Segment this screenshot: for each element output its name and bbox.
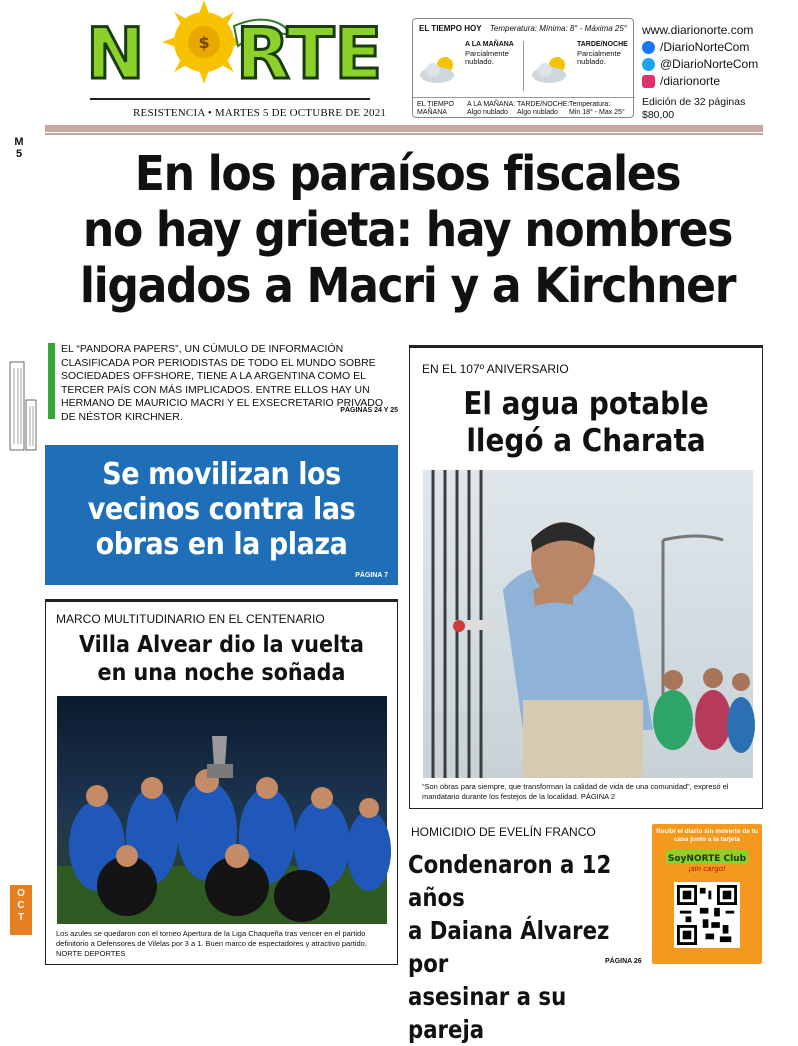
facebook-icon	[642, 41, 655, 54]
edition-info	[642, 96, 745, 122]
charata-headline-line1: El agua potable	[463, 386, 709, 422]
main-headline-line1: En los paraísos fiscales	[134, 146, 681, 202]
weather-tomorrow-night	[517, 101, 569, 116]
homicide-headline-line2: a Daiana Álvarez por	[408, 916, 610, 978]
weather-tomorrow-temp	[569, 101, 625, 116]
postal-stamp	[8, 360, 38, 452]
villa-alvear-headline-line2: en una noche soñada	[97, 660, 346, 686]
qr-code-graphic	[677, 885, 737, 945]
instagram-handle[interactable]: /diarionorte	[660, 74, 721, 88]
homicide-headline[interactable]	[408, 848, 612, 1046]
villa-alvear-headline-line1: Villa Alvear dio la vuelta	[79, 632, 364, 658]
villa-alvear-headline	[64, 631, 380, 687]
promo-club: SoyNORTE Club	[667, 854, 747, 864]
promo-text: Recibí el diario sin moverte de tu casa junto a la tarjeta	[656, 828, 758, 843]
edition-code-number: 5	[15, 148, 23, 160]
weather-title: EL TIEMPO HOY	[419, 24, 482, 33]
twitter-handle[interactable]: @DiarioNorteCom	[660, 57, 759, 71]
weather-tomorrow-night-desc: Algo nublado	[517, 108, 558, 116]
main-headline-line2: no hay grieta: hay nombres	[82, 202, 733, 258]
weather-tomorrow-temp-label: Temperatura:	[569, 101, 611, 108]
twitter-link[interactable]	[642, 56, 758, 73]
edition-pages: Edición de 32 páginas	[642, 96, 746, 108]
weather-tomorrow-row	[413, 97, 635, 117]
partly-cloudy-icon	[417, 55, 463, 85]
villa-alvear-caption: Los azules se quedaron con el torneo Apertura de la Liga Chaqueña tras vencer en el partido definitorio a Defensores de Vilelas por 3 a 1. Buen marco de espectadores y atractivo partido. NORTE DEPORTES	[56, 929, 367, 958]
edition-price: $80,00	[642, 109, 675, 121]
charata-headline	[428, 386, 745, 460]
facebook-handle[interactable]: /DiarioNorteCom	[660, 40, 750, 54]
homicide-page: PÁGINA 26	[605, 958, 642, 965]
soynorte-club-logo	[666, 850, 748, 872]
weather-afternoon-desc: Parcialmente nublado.	[577, 49, 621, 67]
weather-morning	[413, 37, 521, 97]
weather-temps: Temperatura: Mínima: 8° - Máxima 25°	[489, 24, 627, 33]
twitter-icon	[642, 58, 655, 71]
homicide-headline-line3: asesinar a su pareja	[408, 982, 567, 1044]
weather-morning-desc: Parcialmente nublado.	[465, 49, 509, 67]
instagram-link[interactable]	[642, 73, 758, 90]
website-link[interactable]	[642, 22, 758, 39]
charata-story[interactable]	[409, 345, 763, 809]
month-tab	[10, 885, 32, 935]
edition-code-letter: M	[14, 136, 24, 148]
weather-divider	[523, 41, 524, 91]
villa-alvear-kicker: MARCO MULTITUDINARIO EN EL CENTENARIO	[56, 612, 325, 626]
svg-text:N: N	[86, 13, 145, 95]
website-url[interactable]: www.diarionorte.com	[642, 23, 754, 37]
month-letter-2: C	[17, 900, 25, 911]
lead-summary[interactable]	[48, 343, 398, 423]
charata-caption: “Son obras para siempre, que transforman la calidad de vida de una comunidad”, expresó el mandatario durante los festejos de la localidad. PÁGINA 2	[422, 782, 729, 801]
weather-tomorrow-label: EL TIEMPO MAÑANA	[417, 101, 454, 116]
social-links	[642, 22, 758, 90]
lead-text: EL “PANDORA PAPERS”, UN CÚMULO DE INFORMACIÓN CLASIFICADA POR PERIODISTAS DE TODO EL MUNDO SOBRE SOCIEDADES OFFSHORE, TIENE A LA ARGENTINA COMO EL TERCER PAÍS CON MÁS IMPLICADOS. ENTRE ELLOS HAY UN HERMANO DE MAURICIO MACRI Y EL EXSECRETARIO PRIVADO DE NÉSTOR KIRCHNER.	[61, 343, 384, 423]
svg-text:$: $	[198, 33, 210, 52]
svg-text:RTE: RTE	[236, 13, 383, 95]
promo-slogan: ¡sin cargo!	[688, 865, 726, 873]
plaza-headline: Se movilizan los vecinos contra las obras en la plaza	[87, 457, 356, 562]
partly-cloudy-icon	[529, 55, 575, 85]
facebook-link[interactable]	[642, 39, 758, 56]
month-letter-3: T	[17, 912, 25, 923]
norte-logo	[86, 6, 383, 95]
subscription-promo[interactable]	[652, 824, 762, 964]
homicide-kicker: HOMICIDIO DE EVELÍN FRANCO	[411, 825, 596, 839]
charata-headline-line2: llegó a Charata	[466, 423, 706, 459]
weather-tomorrow-night-label: TARDE/NOCHE:	[517, 101, 570, 108]
header-band-thin	[45, 133, 763, 135]
instagram-icon	[642, 75, 655, 88]
football-celebration-photo	[57, 696, 387, 924]
norte-logo-graphic	[86, 6, 383, 95]
main-headline-line3: ligados a Macri y a Kirchner	[79, 258, 736, 314]
homicide-headline-line1: Condenaron a 12 años	[408, 850, 612, 912]
edition-code	[12, 136, 26, 160]
weather-afternoon	[525, 37, 633, 97]
weather-tomorrow-morning-label: A LA MAÑANA:	[467, 101, 516, 108]
main-headline[interactable]	[69, 146, 745, 314]
qr-code[interactable]	[674, 882, 740, 948]
month-letter-1: O	[17, 888, 25, 899]
plaza-story[interactable]	[45, 445, 398, 585]
weather-box	[412, 18, 634, 118]
weather-afternoon-label: TARDE/NOCHE	[577, 41, 628, 48]
header-band	[45, 125, 763, 132]
weather-tomorrow-morning	[467, 101, 515, 116]
lead-pages: PÁGINAS 24 Y 25	[340, 406, 398, 414]
drinking-water-photo	[423, 470, 753, 778]
masthead-rule	[90, 98, 370, 100]
dateline: RESISTENCIA • MARTES 5 DE OCTUBRE DE 2021	[133, 107, 387, 119]
weather-tomorrow-temp-value: Min 18° - Max 25°	[569, 108, 625, 116]
villa-alvear-story[interactable]	[45, 599, 398, 965]
plaza-page: PÁGINA 7	[355, 572, 388, 579]
weather-morning-label: A LA MAÑANA	[465, 41, 514, 48]
weather-tomorrow-morning-desc: Algo nublado	[467, 108, 508, 116]
charata-kicker: EN EL 107º ANIVERSARIO	[422, 362, 569, 376]
